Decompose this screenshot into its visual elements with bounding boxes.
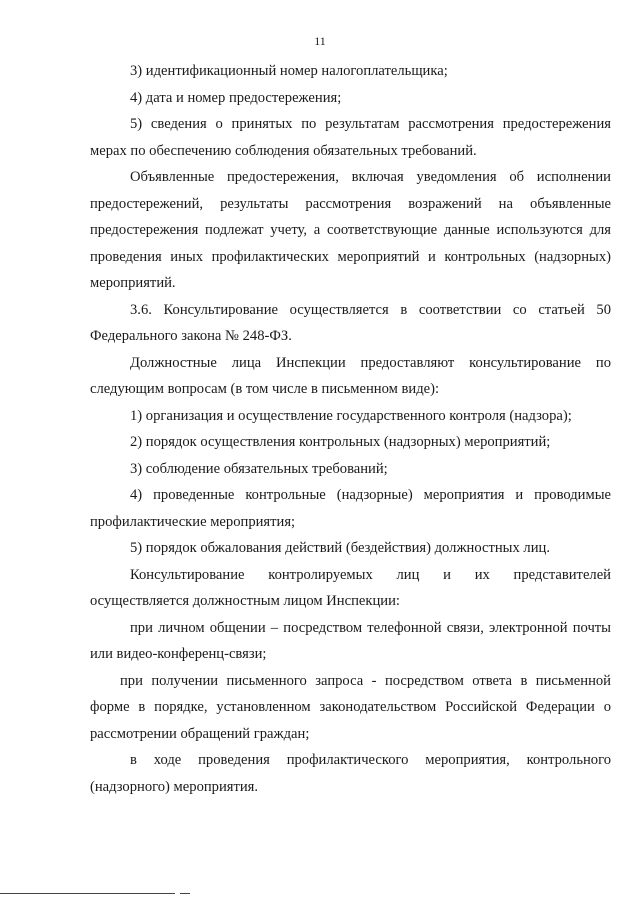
paragraph-personal-contact: при личном общении – посредством телефонной связи, электронной почты или видео-конференц-связи;: [90, 619, 611, 662]
list-item-conducted-events: 4) проведенные контрольные (надзорные) мероприятия и проводимые профилактические мероприятия;: [90, 487, 611, 530]
paragraph-officials-consult: Должностные лица Инспекции предоставляют консультирование по следующим вопросам (в том числе в письменном виде):: [90, 354, 611, 397]
list-item-compliance: 3) соблюдение обязательных требований;: [130, 460, 388, 477]
paragraph-during-event: в ходе проведения профилактического мероприятия, контрольного (надзорного) мероприятия.: [90, 752, 611, 795]
list-item-warning-date: 4) дата и номер предостережения;: [130, 89, 342, 106]
list-item-measures-info: 5) сведения о принятых по результатам рассмотрения предостережения мерах по обеспечению соблюдения обязательных требований.: [90, 116, 611, 159]
page-number: 11: [314, 34, 326, 48]
list-item-procedure: 2) порядок осуществления контрольных (надзорных) мероприятий;: [130, 434, 551, 450]
list-item-taxpayer-id: 3) идентификационный номер налогоплательщика;: [130, 63, 448, 79]
footer-divider-short: [180, 893, 190, 894]
paragraph-section-3-6: 3.6. Консультирование осуществляется в соответствии со статьей 50 Федерального закона № 248-ФЗ.: [90, 301, 611, 344]
footer-divider: [0, 893, 175, 894]
list-item-organization: 1) организация и осуществление государственного контроля (надзора);: [130, 407, 572, 424]
paragraph-consulting-persons: Консультирование контролируемых лиц и их представителей осуществляется должностным лицом Инспекции:: [90, 566, 611, 609]
paragraph-written-request: при получении письменного запроса - посредством ответа в письменной форме в порядке, установленном законодательством Российской Федерации о рассмотрении обращений граждан;: [90, 672, 611, 742]
paragraph-warnings-accounting: Объявленные предостережения, включая уведомления об исполнении предостережений, результаты рассмотрения возражений на объявленные предостережения подлежат учету, а соответствующие данные используются для проведения иных профилактических мероприятий и контрольных (надзорных) мероприятий.: [90, 169, 611, 291]
document-body: [90, 58, 611, 800]
list-item-appeal: 5) порядок обжалования действий (бездействия) должностных лиц.: [130, 540, 550, 556]
